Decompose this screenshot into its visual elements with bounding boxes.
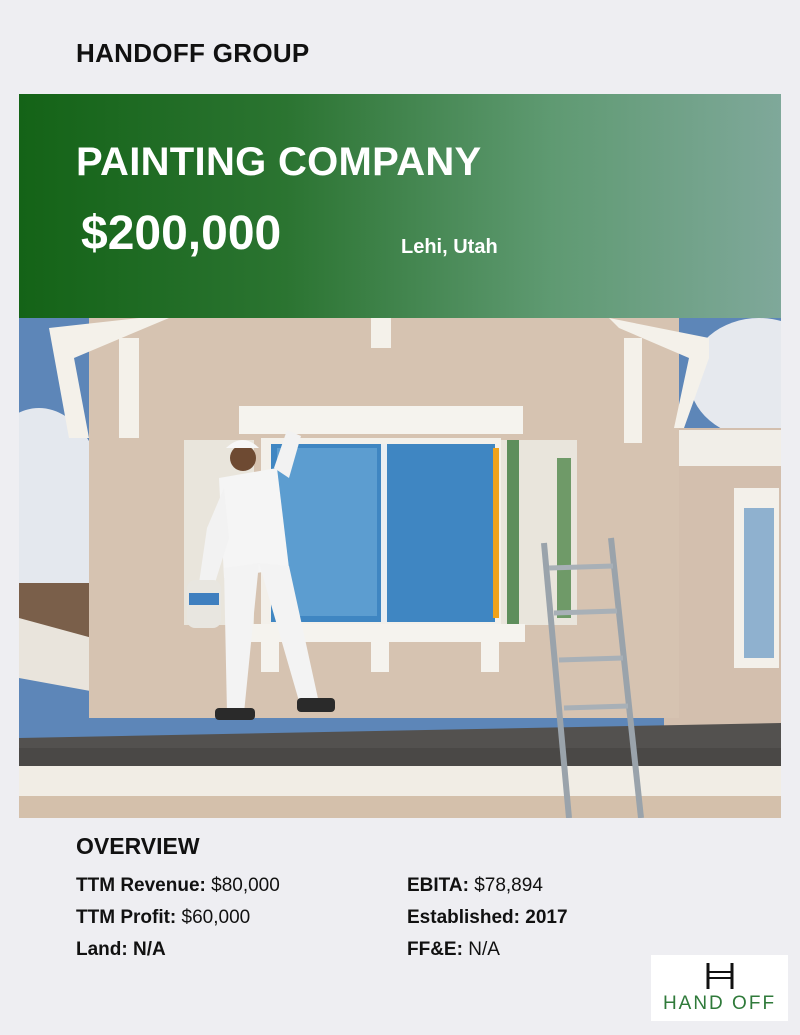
ttm-profit-value: $60,000: [176, 907, 251, 928]
listing-location: Lehi, Utah: [401, 236, 498, 258]
handoff-h-logo-icon: [703, 961, 737, 991]
ttm-revenue-value: $80,000: [205, 875, 280, 896]
established-label: Established: 2017: [407, 907, 568, 928]
logo-wordmark: HAND OFF: [662, 993, 777, 1014]
ebita-label: EBITA:: [407, 875, 469, 896]
land-row: [76, 938, 280, 970]
listing-banner: [19, 94, 781, 318]
listing-title: PAINTING COMPANY: [76, 140, 482, 184]
land-label: Land: N/A: [76, 939, 166, 960]
ttm-profit-label: TTM Profit:: [76, 907, 177, 928]
overview-right-column: [407, 874, 568, 970]
established-row: [407, 906, 568, 938]
overview-heading: OVERVIEW: [76, 833, 200, 859]
ebita-row: [407, 874, 568, 906]
ebita-value: $78,894: [468, 875, 543, 896]
overview-left-column: [76, 874, 280, 970]
ffe-label: FF&E:: [407, 939, 463, 960]
ffe-row: [407, 938, 568, 970]
handoff-logo: [651, 955, 788, 1021]
ttm-revenue-label: TTM Revenue:: [76, 875, 206, 896]
brand-name: HANDOFF GROUP: [76, 38, 310, 68]
ttm-revenue-row: [76, 874, 280, 906]
house-painter-photo: [19, 318, 781, 818]
ttm-profit-row: [76, 906, 280, 938]
ffe-value: N/A: [462, 939, 500, 960]
listing-price: $200,000: [81, 207, 282, 260]
